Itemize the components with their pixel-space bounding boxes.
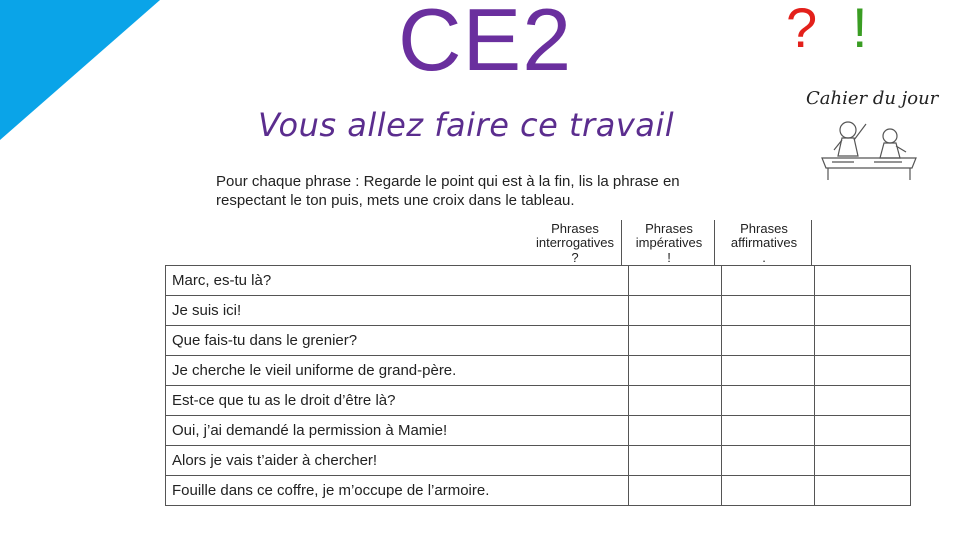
table-row (166, 386, 911, 416)
table-row (166, 446, 911, 476)
column-header-affirmatives (716, 222, 812, 265)
affirmative-checkbox-cell[interactable] (815, 326, 911, 356)
imperative-checkbox-cell[interactable] (722, 446, 815, 476)
affirmative-checkbox-cell[interactable] (815, 356, 911, 386)
table-row (166, 296, 911, 326)
imperative-checkbox-cell[interactable] (722, 296, 815, 326)
column-header-label: Phrases impératives (635, 221, 703, 250)
cahier-label: Cahier du jour (806, 88, 939, 109)
cahier-du-jour-logo (804, 88, 939, 184)
children-desk-illustration (814, 110, 924, 182)
table-row (166, 356, 911, 386)
affirmative-checkbox-cell[interactable] (815, 476, 911, 506)
column-header-symbol: ! (667, 250, 671, 265)
sentence-cell: Marc, es-tu là? (166, 266, 629, 296)
exclamation-mark-icon: ! (852, 0, 868, 59)
table-row (166, 326, 911, 356)
affirmative-checkbox-cell[interactable] (815, 446, 911, 476)
interrogative-checkbox-cell[interactable] (629, 266, 722, 296)
sentence-cell: Je suis ici! (166, 296, 629, 326)
column-header-imperatives (624, 222, 714, 265)
sentence-cell: Alors je vais t’aider à chercher! (166, 446, 629, 476)
slide-subtitle: Vous allez faire ce travail (258, 106, 675, 144)
affirmative-checkbox-cell[interactable] (815, 386, 911, 416)
corner-accent-triangle (0, 0, 160, 140)
imperative-checkbox-cell[interactable] (722, 356, 815, 386)
header-divider (811, 220, 812, 266)
interrogative-checkbox-cell[interactable] (629, 356, 722, 386)
affirmative-checkbox-cell[interactable] (815, 416, 911, 446)
sentence-cell: Oui, j’ai demandé la permission à Mamie! (166, 416, 629, 446)
column-header-interrogatives (530, 222, 620, 265)
table-row (166, 476, 911, 506)
sentence-cell: Fouille dans ce coffre, je m’occupe de l’armoire. (166, 476, 629, 506)
sentence-cell: Je cherche le vieil uniforme de grand-père. (166, 356, 629, 386)
sentence-table (165, 265, 911, 506)
imperative-checkbox-cell[interactable] (722, 476, 815, 506)
header-divider (621, 220, 622, 266)
column-header-label: Phrases interrogatives (535, 221, 615, 250)
column-header-symbol: . (762, 250, 766, 265)
slide-title: CE2 (398, 0, 573, 89)
table-row (166, 416, 911, 446)
imperative-checkbox-cell[interactable] (722, 386, 815, 416)
header-divider (714, 220, 715, 266)
sentence-cell: Est-ce que tu as le droit d’être là? (166, 386, 629, 416)
imperative-checkbox-cell[interactable] (722, 326, 815, 356)
affirmative-checkbox-cell[interactable] (815, 296, 911, 326)
column-header-label: Phrases affirmatives (730, 221, 798, 250)
affirmative-checkbox-cell[interactable] (815, 266, 911, 296)
question-mark-icon: ? (786, 0, 818, 59)
sentence-cell: Que fais-tu dans le grenier? (166, 326, 629, 356)
interrogative-checkbox-cell[interactable] (629, 446, 722, 476)
table-row (166, 266, 911, 296)
column-header-symbol: ? (571, 250, 579, 265)
interrogative-checkbox-cell[interactable] (629, 296, 722, 326)
imperative-checkbox-cell[interactable] (722, 266, 815, 296)
interrogative-checkbox-cell[interactable] (629, 326, 722, 356)
interrogative-checkbox-cell[interactable] (629, 476, 722, 506)
interrogative-checkbox-cell[interactable] (629, 386, 722, 416)
exercise-instruction: Pour chaque phrase : Regarde le point qui est à la fin, lis la phrase en respectant le ton puis, mets une croix dans le tableau. (216, 173, 680, 209)
imperative-checkbox-cell[interactable] (722, 416, 815, 446)
interrogative-checkbox-cell[interactable] (629, 416, 722, 446)
